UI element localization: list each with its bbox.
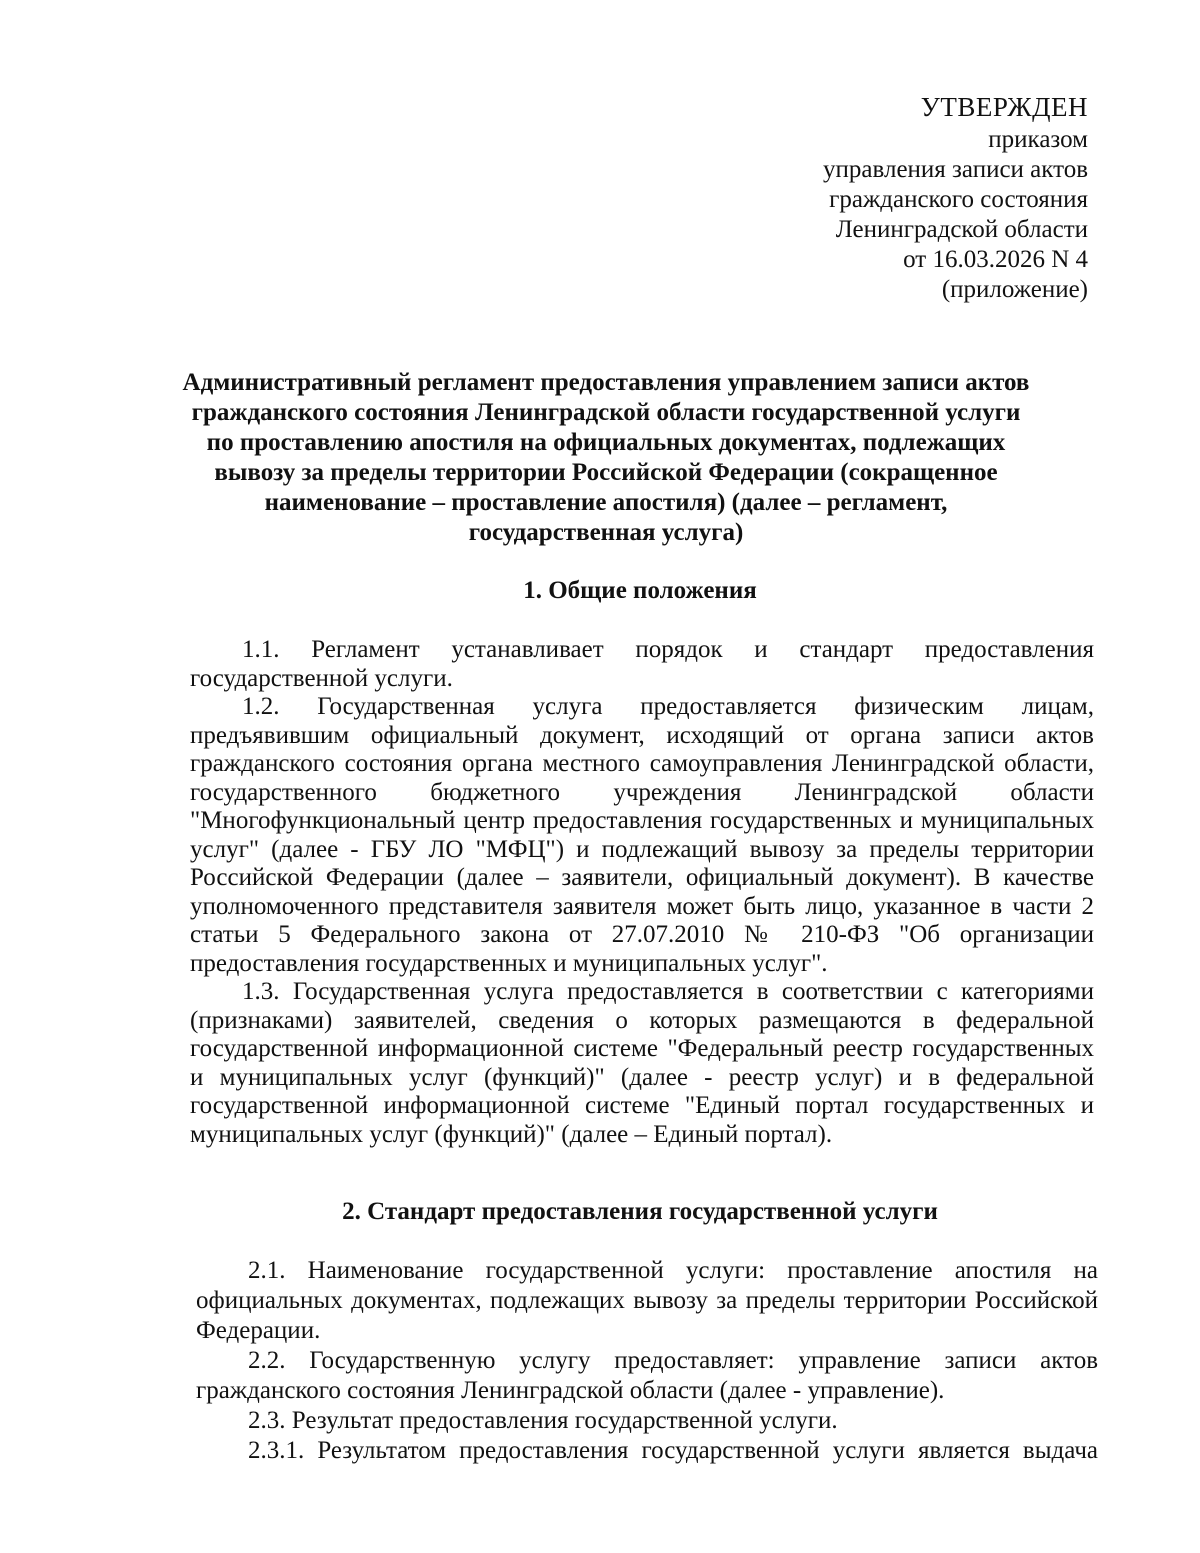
paragraph-2-3-1: 2.3.1. Результатом предоставления государственной услуги является выдача (248, 1437, 1098, 1464)
section-2-heading: 2. Стандарт предоставления государственной услуги (342, 1198, 938, 1225)
section-1-body (190, 636, 1094, 1149)
paragraph-2-3: 2.3. Результат предоставления государственной услуги. (248, 1407, 838, 1434)
paragraph-2-2: 2.2. Государственную услугу предоставляет: управление записи актов гражданского состояния Ленинградской области (далее - управление). (196, 1347, 1098, 1404)
approval-stamp-block (728, 92, 1088, 305)
section-1-heading: 1. Общие положения (523, 577, 757, 604)
approval-line: Ленинградской области (835, 216, 1088, 243)
paragraph-1-1: 1.1. Регламент устанавливает порядок и стандарт предоставления государственной услуги. (190, 636, 1094, 692)
approval-heading: УТВЕРЖДЕН (920, 92, 1088, 122)
document-title: Административный регламент предоставления управлением записи актов гражданского состояния Ленинградской области государственной услуги по проставлению апостиля на официальных документах, подлежащих вывозу за пределы территории Российской Федерации (сокращенное наименование – проставление апостиля) (далее – регламент, государственная услуга) (182, 369, 1030, 546)
approval-line: (приложение) (941, 276, 1088, 303)
paragraph-1-3: 1.3. Государственная услуга предоставляется в соответствии с категориями (признаками) заявителей, сведения о которых размещаются в федеральной государственной информационной системе "Федеральный реестр государственных и муниципальных услуг (функций)" (далее - реестр услуг) и в федеральной государственной информационной системе "Единый портал государственных и муниципальных услуг (функций)" (далее – Единый портал). (190, 978, 1094, 1148)
paragraph-2-1: 2.1. Наименование государственной услуги: проставление апостиля на официальных документах, подлежащих вывозу за пределы территории Российской Федерации. (196, 1257, 1098, 1344)
paragraph-1-2: 1.2. Государственная услуга предоставляется физическим лицам, предъявившим официальный документ, исходящий от органа записи актов гражданского состояния органа местного самоуправления Ленинградской области, государственного бюджетного учреждения Ленинградской области "Многофункциональный центр предоставления государственных и муниципальных услуг" (далее - ГБУ ЛО "МФЦ") и подлежащий вывозу за пределы территории Российской Федерации (далее – заявители, официальный документ). В качестве уполномоченного представителя заявителя может быть лицо, указанное в части 2 статьи 5 Федерального закона от 27.07.2010 № 210-ФЗ "Об организации предоставления государственных и муниципальных услуг". (190, 693, 1094, 977)
section-2-body (196, 1256, 1098, 1466)
approval-line: от 16.03.2026 N 4 (903, 246, 1088, 273)
approval-line: приказом (988, 126, 1088, 153)
approval-line: управления записи актов (823, 156, 1088, 183)
approval-line: гражданского состояния (829, 186, 1088, 213)
